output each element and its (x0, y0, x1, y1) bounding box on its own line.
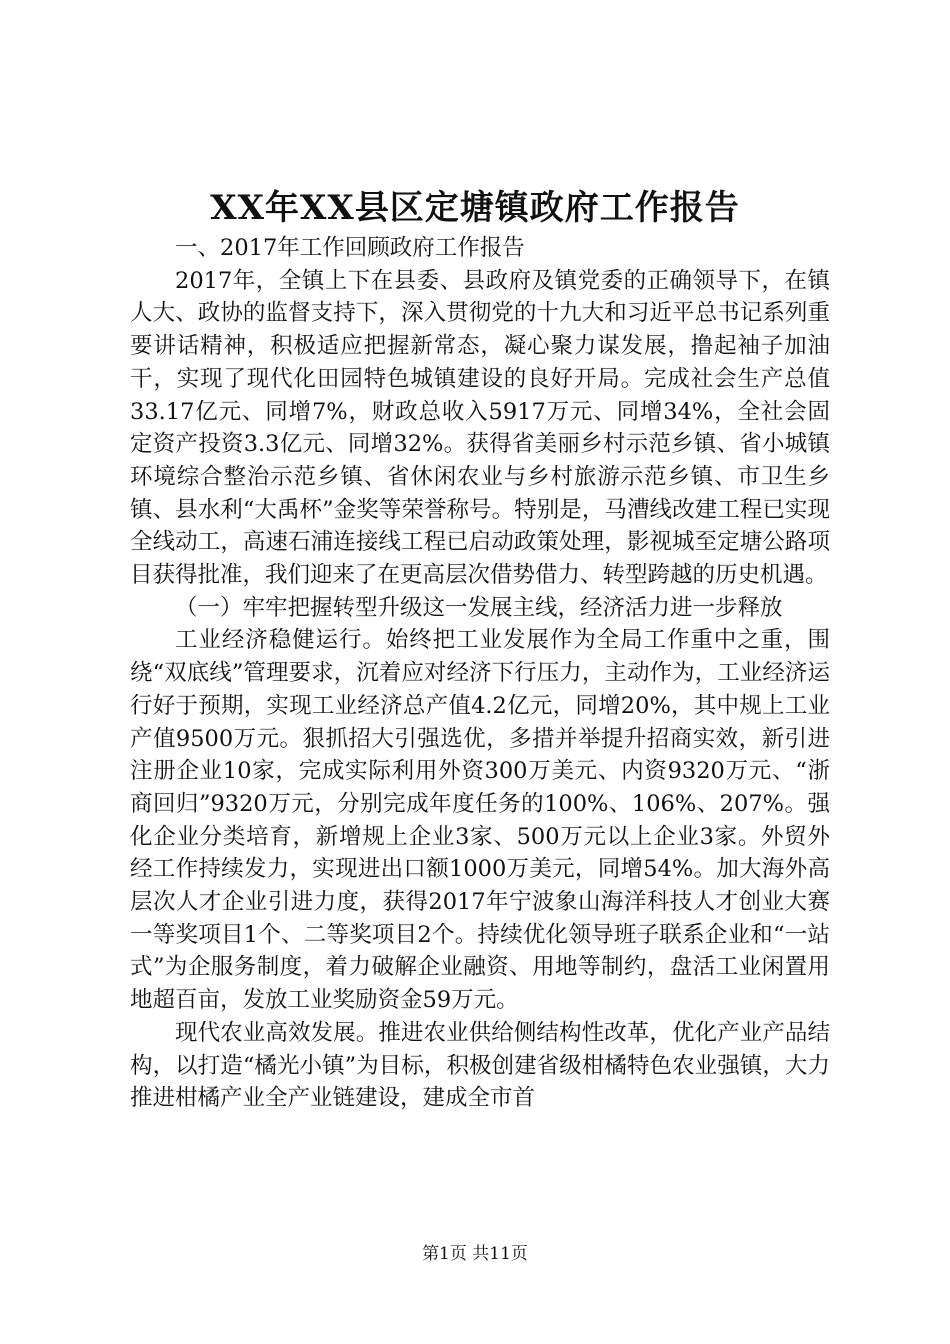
document-body (130, 232, 830, 1115)
document-title: XX年XX县区定塘镇政府工作报告 (210, 188, 740, 228)
subsection-heading: （一）牢牢把握转型升级这一发展主线，经济活力进一步释放 (175, 594, 783, 621)
section-heading: 一、2017年工作回顾政府工作报告 (175, 235, 525, 261)
body-paragraph: 现代农业高效发展。推进农业供给侧结构性改革，优化产业产品结构，以打造“橘光小镇”为目标，积极创建省级柑橘特色农业强镇，大力推进柑橘产业全产业链建设，建成全市首 (130, 1019, 830, 1112)
body-paragraph: 工业经济稳健运行。始终把工业发展作为全局工作重中之重，围绕“双底线”管理要求，沉着应对经济下行压力，主动作为，工业经济运行好于预期，实现工业经济总产值4.2亿元，同增20%，其中规上工业产值9500万元。狠抓招大引强选优，多措并举提升招商实效，新引进注册企业10家，完成实际利用外资300万美元、内资9320万元、“浙商回归”9320万元，分别完成年度任务的100%、106%、207%。强化企业分类培育，新增规上企业3家、500万元以上企业3家。外贸外经工作持续发力，实现进出口额1000万美元，同增54%。加大海外高层次人才企业引进力度，获得2017年宁波象山海洋科技人才创业大赛一等奖项目1个、二等奖项目2个。持续优化领导班子联系企业和“一站式”为企服务制度，着力破解企业融资、用地等制约，盘活工业闲置用地超百亩，发放工业奖励资金59万元。 (130, 627, 830, 1014)
body-paragraph: 2017年，全镇上下在县委、县政府及镇党委的正确领导下，在镇人大、政协的监督支持下，深入贯彻党的十九大和习近平总书记系列重要讲话精神，积极适应把握新常态，凝心聚力谋发展，撸起袖子加油干，实现了现代化田园特色城镇建设的良好开局。完成社会生产总值33.17亿元、同增7%，财政总收入5917万元、同增34%，全社会固定资产投资3.3亿元、同增32%。获得省美丽乡村示范乡镇、省小城镇环境综合整治示范乡镇、省休闲农业与乡村旅游示范乡镇、市卫生乡镇、县水利“大禹杯”金奖等荣誉称号。特别是，马漕线改建工程已实现全线动工，高速石浦连接线工程已启动政策处理，影视城至定塘公路项目获得批准，我们迎来了在更高层次借势借力、转型跨越的历史机遇。 (130, 267, 830, 589)
page-number-footer: 第1页 共11页 (422, 1244, 528, 1264)
